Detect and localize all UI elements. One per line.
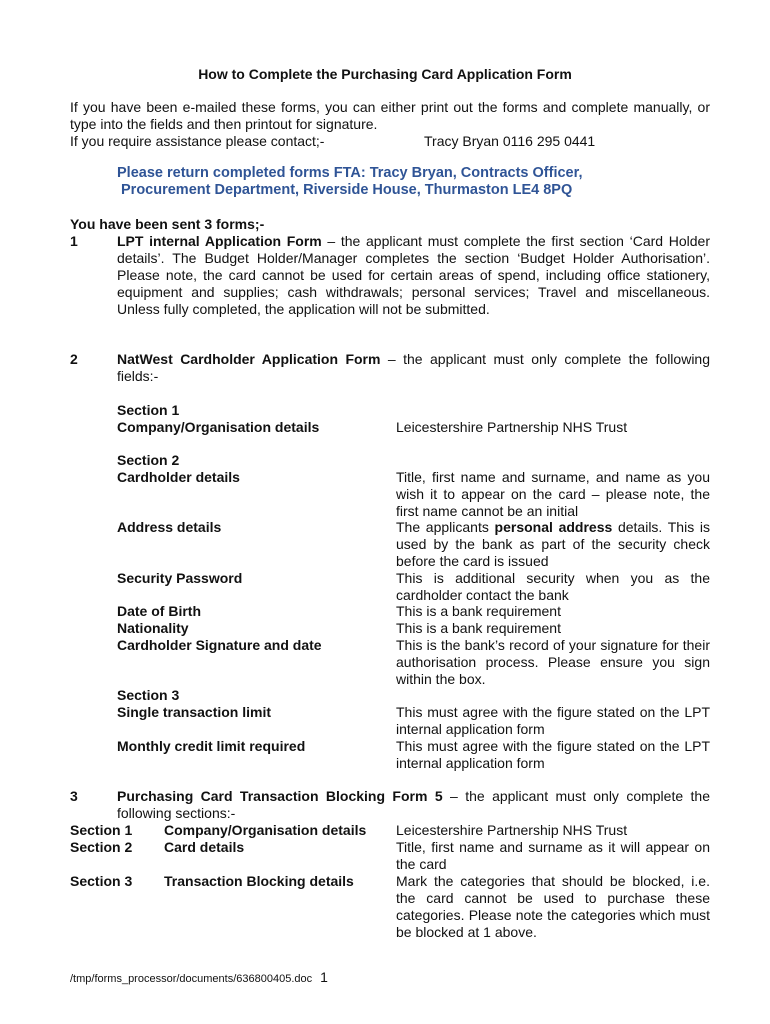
item-1-text: – the applicant must complete the first section ‘Card Holder details’. The Budget Holder/Manager completes the section ‘Budget Holder Authorisation’. Please note, the card cannot be used for certain areas of spend, including office stationery, equipment and supplies; cash withdrawals; personal services; Travel and miscellaneous. Unless fully completed, the application will not be submitted. [117, 233, 710, 317]
address-label: Address details [117, 519, 222, 535]
monthly-limit-value: This must agree with the figure stated on the LPT internal application form [396, 738, 710, 771]
intro-paragraph [70, 99, 710, 150]
signature-label: Cardholder Signature and date [117, 637, 322, 653]
address-value-pre: The applicants [396, 519, 495, 535]
company-label: Company/Organisation details [117, 419, 320, 435]
item-3-number: 3 [70, 788, 78, 804]
address-value-post: details. This is used by the bank as part of the security check before the card is issued [396, 519, 710, 569]
item-3-row-section: Section 2 [70, 839, 133, 855]
item-3-row-label: Transaction Blocking details [164, 873, 354, 889]
item-2-body [117, 351, 710, 385]
dob-value: This is a bank requirement [396, 603, 561, 619]
item-3-title: Purchasing Card Transaction Blocking Form 5 [117, 788, 443, 804]
intro-text: If you have been e-mailed these forms, you can either print out the forms and complete manually, or type into the fields and then printout for signature. [70, 99, 710, 132]
contact-line [70, 133, 710, 150]
single-limit-value: This must agree with the figure stated on the LPT internal application form [396, 704, 710, 737]
item-3-text: – the applicant must only complete the following sections:- [117, 788, 710, 821]
item-3-row-section: Section 3 [70, 873, 133, 889]
forms-heading: You have been sent 3 forms;- [70, 216, 265, 232]
item-3-row-value: Title, first name and surname as it will appear on the card [396, 839, 710, 872]
item-2-number: 2 [70, 351, 78, 367]
address-value [396, 519, 710, 570]
company-value: Leicestershire Partnership NHS Trust [396, 419, 628, 435]
return-notice-line-2: Procurement Department, Riverside House, Thurmaston LE4 8PQ [121, 182, 573, 198]
item-1-title: LPT internal Application Form [117, 233, 322, 249]
nationality-label: Nationality [117, 620, 189, 636]
item-2-section-1-heading: Section 1 [117, 402, 180, 418]
item-3-row-section: Section 1 [70, 822, 133, 838]
monthly-limit-label: Monthly credit limit required [117, 738, 306, 754]
item-1-body [117, 233, 710, 318]
item-3-row-value: Mark the categories that should be blocked, i.e. the card cannot be used to purchase these categories. Please note the categories which must be blocked at 1 above. [396, 873, 710, 940]
return-notice-line-1: Please return completed forms FTA: Tracy Bryan, Contracts Officer, [117, 165, 583, 181]
page-number: 1 [320, 969, 328, 985]
nationality-value: This is a bank requirement [396, 620, 561, 636]
item-1-number: 1 [70, 233, 78, 249]
password-value: This is additional security when you as the cardholder contact the bank [396, 570, 710, 603]
page-footer [70, 969, 328, 988]
password-label: Security Password [117, 570, 243, 586]
item-2-text: – the applicant must only complete the following fields:- [117, 351, 710, 384]
item-2-section-2-heading: Section 2 [117, 452, 180, 468]
address-value-bold: personal address [494, 519, 613, 535]
single-limit-label: Single transaction limit [117, 704, 272, 720]
item-3-row-label: Card details [164, 839, 245, 855]
item-3-row-value: Leicestershire Partnership NHS Trust [396, 822, 628, 838]
cardholder-value: Title, first name and surname, and name as you wish it to appear on the card – please note, the first name cannot be an initial [396, 469, 710, 519]
page-title: How to Complete the Purchasing Card Application Form [198, 66, 572, 82]
item-2-title: NatWest Cardholder Application Form [117, 351, 381, 367]
item-2-section-3-heading: Section 3 [117, 687, 180, 703]
signature-value: This is the bank’s record of your signature for their authorisation process. Please ensure you sign within the box. [396, 637, 710, 687]
footer-file-path: /tmp/forms_processor/documents/636800405.doc [70, 973, 313, 985]
contact-value: Tracy Bryan 0116 295 0441 [424, 133, 596, 149]
item-3-row-label: Company/Organisation details [164, 822, 367, 838]
dob-label: Date of Birth [117, 603, 201, 619]
item-3-body [117, 788, 710, 822]
contact-label: If you require assistance please contact;- [70, 133, 325, 149]
cardholder-label: Cardholder details [117, 469, 240, 485]
